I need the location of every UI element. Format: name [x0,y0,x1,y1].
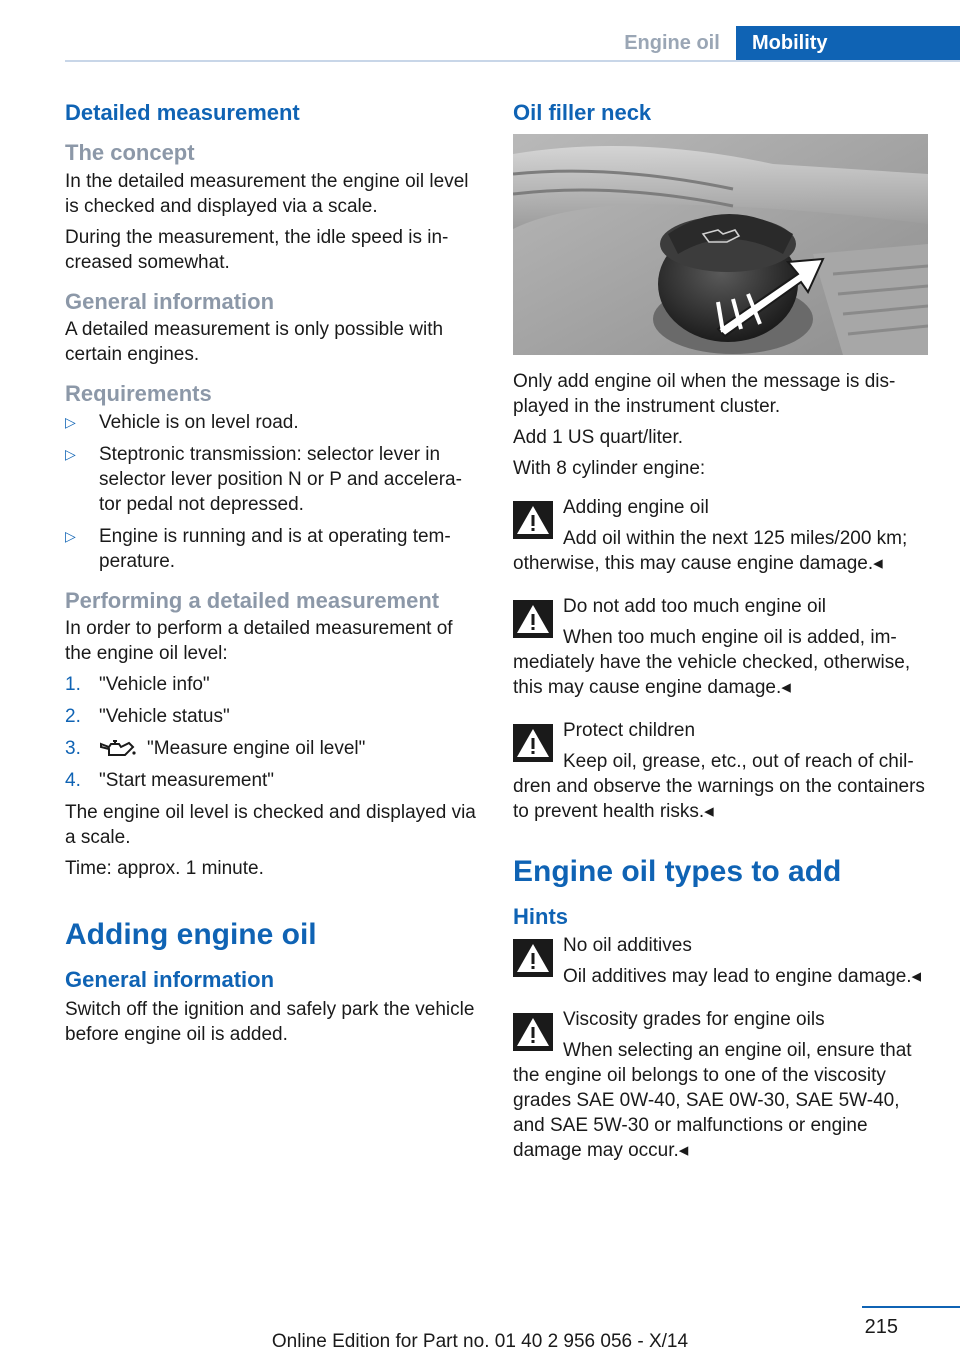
warning-icon [513,939,553,977]
filler-paragraph-2: Add 1 US quart/liter. [513,427,684,449]
detailed-measurement-title: Detailed measurement [65,100,300,125]
adding-general-info-title: General information [65,966,275,992]
header-section: Engine oil [624,32,720,54]
warning-body: When selecting an engine oil, ensure that the engine oil belongs to one of the viscosity grades SAE 0W-40, SAE 0W-30, SAE 5W-40, and SAE 5W-30 or malfunctions or engine damage may occur.◂ [513,1039,912,1161]
warning-block [513,1007,931,1163]
warning-title: Protect children [563,720,696,742]
hints-title: Hints [513,904,568,930]
list-item: 3. "Measure engine oil level" [65,737,366,759]
warning-body: Add oil within the next 125 miles/200 km; otherwise, this may cause engine damage.◂ [513,528,908,575]
warning-block [513,718,931,824]
left-column [65,100,477,1053]
list-item: 1. "Vehicle info" [65,673,210,695]
page-number: 215 [864,1316,898,1338]
warning-body: Keep oil, grease, etc., out of reach of children and observe the warnings on the containers to prevent health risks.◂ [513,751,925,823]
header-chapter: Mobility [736,26,960,61]
performing-paragraph: In order to perform a detailed measurement of the engine oil level: [65,617,453,664]
warning-body: Oil additives may lead to engine damage.◂ [563,965,922,987]
concept-title: The concept [65,140,195,166]
footer-rule [862,1306,960,1308]
steps-list [65,672,477,793]
general-info-paragraph: A detailed measurement is only possible with certain engines. [65,319,444,366]
oil-filler-neck-image [513,134,928,355]
list-item: ▷ Vehicle is on level road. [65,411,299,433]
warning-title: Adding engine oil [563,497,709,519]
adding-general-info-paragraph: Switch off the ignition and safely park the vehicle before engine oil is added. [65,999,475,1046]
warning-body: When too much engine oil is added, immediately have the vehicle checked, otherwise, this may cause engine damage.◂ [513,627,911,699]
list-item: ▷ Engine is running and is at operating temperature. [65,525,451,572]
warning-icon [513,724,553,762]
warning-block [513,495,931,576]
performing-title: Performing a detailed measurement [65,587,440,613]
requirements-list [65,410,477,574]
warning-title: No oil additives [563,934,692,956]
concept-paragraph-2: During the measurement, the idle speed is increased somewhat. [65,226,449,273]
triangle-bullet-icon: ▷ [65,445,76,462]
result-paragraph-1: The engine oil level is checked and displayed via a scale. [65,801,476,848]
list-item: 4. "Start measurement" [65,769,275,791]
concept-paragraph-1: In the detailed measurement the engine oil level is checked and displayed via a scale. [65,170,469,217]
triangle-bullet-icon: ▷ [65,413,76,430]
right-column [513,100,931,1181]
general-info-title: General information [65,288,275,314]
warning-block [513,933,931,989]
oil-filler-neck-title: Oil filler neck [513,100,652,125]
triangle-bullet-icon: ▷ [65,527,76,544]
filler-paragraph-1: Only add engine oil when the message is displayed in the instrument cluster. [513,371,896,418]
warning-title: Viscosity grades for engine oils [563,1008,825,1030]
oil-can-icon [99,739,137,759]
header-rule [65,60,960,62]
warning-icon [513,501,553,539]
filler-paragraph-3: With 8 cylinder engine: [513,458,706,480]
warning-icon [513,1013,553,1051]
warning-block [513,594,931,700]
adding-engine-oil-title: Adding engine oil [65,917,317,951]
list-item: ▷ Steptronic transmission: selector lever in selector lever position N or P and accelerator pedal not depressed. [65,443,462,515]
result-paragraph-2: Time: approx. 1 minute. [65,857,264,879]
list-item: 2. "Vehicle status" [65,705,230,727]
engine-oil-types-title: Engine oil types to add [513,855,842,889]
requirements-title: Requirements [65,381,212,407]
warning-icon [513,600,553,638]
warning-title: Do not add too much engine oil [563,596,827,618]
edition-footer: Online Edition for Part no. 01 40 2 956 056 - X/14 [271,1331,689,1352]
